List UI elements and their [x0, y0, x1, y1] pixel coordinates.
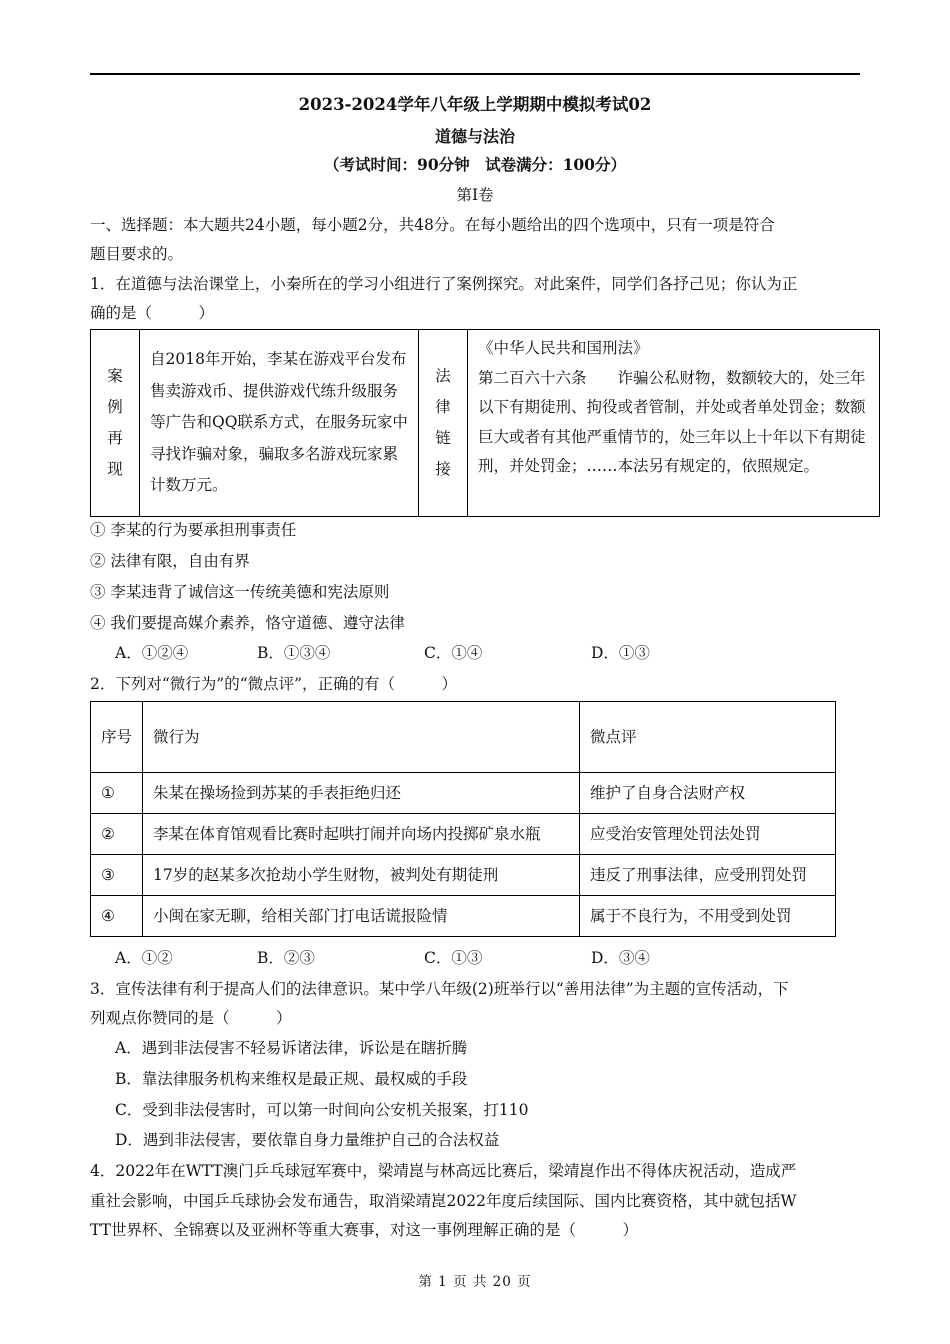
q3-option-d[interactable]: D．遇到非法侵害，要依靠自身力量维护自己的合法权益 [115, 1131, 500, 1149]
q2-row-index: ④ [91, 896, 143, 937]
q2-option-a[interactable]: A．①② [115, 949, 173, 967]
exam-title: 2023-2024学年八年级上学期期中模拟考试02 [298, 95, 652, 114]
table-row [91, 855, 836, 896]
q4-stem-line1: 4．2022年在WTT澳门乒乓球冠军赛中，梁靖崑与林高远比赛后，梁靖崑作出不得体庆祝活动，造成严 [90, 1162, 797, 1180]
q1-option-d[interactable]: D．①③ [591, 644, 650, 662]
law-title: 《中华人民共和国刑法》 [478, 339, 649, 357]
q1-stem-line1: 1．在道德与法治课堂上，小秦所在的学习小组进行了案例探究。对此案件，同学们各抒己见；你认为正 [90, 275, 798, 293]
q1-statement: ② 法律有限，自由有界 [90, 552, 250, 570]
q1-option-c[interactable]: C．①④ [424, 644, 483, 662]
q1-statement: ③ 李某违背了诚信这一传统美德和宪法原则 [90, 583, 390, 601]
q1-options [115, 641, 650, 663]
law-label-cell [419, 330, 468, 517]
q3-option-b[interactable]: B．靠法律服务机构来维权是最正规、最权威的手段 [115, 1070, 468, 1088]
q2-row-comment: 违反了刑事法律，应受刑罚处罚 [580, 855, 836, 896]
exam-subject: 道德与法治 [434, 127, 515, 146]
law-text: 第二百六十六条 诈骗公私财物，数额较大的，处三年以下有期徒刑、拘役或者管制，并处或者单处罚金；数额巨大或者有其他严重情节的，处三年以上十年以下有期徒刑，并处罚金；……本法另有规定的，依照规定。 [478, 368, 866, 475]
case-text: 自2018年开始，李某在游戏平台发布售卖游戏币、提供游戏代练升级服务等广告和QQ联系方式，在服务玩家中寻找诈骗对象，骗取多名游戏玩家累计数万元。 [140, 330, 419, 517]
q2-option-d[interactable]: D．③④ [591, 949, 650, 967]
q2-options [115, 946, 650, 968]
table-row [91, 773, 836, 814]
law-label-char: 法 [435, 366, 451, 385]
q2-row-comment: 维护了自身合法财产权 [580, 773, 836, 814]
case-label-cell [91, 330, 140, 517]
case-label-char: 例 [107, 397, 123, 416]
law-label-char: 链 [435, 428, 451, 447]
q2-row-behavior: 朱某在操场捡到苏某的手表拒绝归还 [143, 773, 580, 814]
q3-stem-line2: 列观点你赞同的是（ ） [90, 1009, 292, 1027]
case-label-char: 现 [107, 459, 123, 478]
q2-header-behavior: 微行为 [143, 702, 580, 773]
section1-instructions-line1: 一、选择题：本大题共24小题，每小题2分，共48分。在每小题给出的四个选项中，只有一项是符合 [90, 216, 775, 234]
q3-option-a[interactable]: A．遇到非法侵害不轻易诉诸法律，诉讼是在瞎折腾 [115, 1039, 468, 1057]
exam-info: （考试时间：90分钟 试卷满分：100分） [324, 155, 626, 174]
header-rule [90, 73, 860, 75]
q4-stem-line2: 重社会影响，中国乒乓球协会发布通告，取消梁靖崑2022年度后续国际、国内比赛资格，其中就包括W [90, 1192, 797, 1210]
q3-option-c[interactable]: C．受到非法侵害时，可以第一时间向公安机关报案，打110 [115, 1101, 529, 1119]
table-row [91, 896, 836, 937]
q1-statement: ① 李某的行为要承担刑事责任 [90, 521, 297, 539]
q1-case-table [90, 329, 880, 517]
case-label-char: 再 [107, 428, 123, 447]
q1-statement: ④ 我们要提高媒介素养，恪守道德、遵守法律 [90, 614, 405, 632]
law-label-char: 接 [435, 459, 451, 478]
q1-option-b[interactable]: B．①③④ [257, 644, 331, 662]
q2-row-behavior: 李某在体育馆观看比赛时起哄打闹并向场内投掷矿泉水瓶 [143, 814, 580, 855]
volume-label: 第Ⅰ卷 [456, 186, 494, 204]
q2-stem: 2．下列对“微行为”的“微点评”，正确的有（ ） [90, 675, 458, 693]
q1-stem-line2: 确的是（ ） [90, 304, 215, 322]
q2-header-row [91, 702, 836, 773]
q2-row-behavior: 小闽在家无聊，给相关部门打电话谎报险情 [143, 896, 580, 937]
section1-instructions-line2: 题目要求的。 [90, 245, 184, 263]
q2-option-b[interactable]: B．②③ [257, 949, 315, 967]
law-cell [468, 330, 880, 517]
q2-row-comment: 应受治安管理处罚法处罚 [580, 814, 836, 855]
q4-stem-line3: TT世界杯、全锦赛以及亚洲杯等重大赛事，对这一事例理解正确的是（ ） [90, 1221, 638, 1239]
q2-row-index: ② [91, 814, 143, 855]
q2-row-comment: 属于不良行为，不用受到处罚 [580, 896, 836, 937]
q2-header-comment: 微点评 [580, 702, 836, 773]
case-label-char: 案 [107, 366, 123, 385]
q2-row-behavior: 17岁的赵某多次抢劫小学生财物，被判处有期徒刑 [143, 855, 580, 896]
q3-stem-line1: 3．宣传法律有利于提高人们的法律意识。某中学八年级(2)班举行以“善用法律”为主题的宣传活动，下 [90, 980, 789, 998]
page-footer: 第 1 页 共 20 页 [418, 1274, 532, 1290]
q1-option-a[interactable]: A．①②④ [115, 644, 189, 662]
q2-option-c[interactable]: C．①③ [424, 949, 483, 967]
q2-row-index: ① [91, 773, 143, 814]
law-label-char: 律 [435, 397, 451, 416]
q2-header-index: 序号 [91, 702, 143, 773]
table-row [91, 814, 836, 855]
q2-row-index: ③ [91, 855, 143, 896]
q2-table [90, 701, 836, 937]
